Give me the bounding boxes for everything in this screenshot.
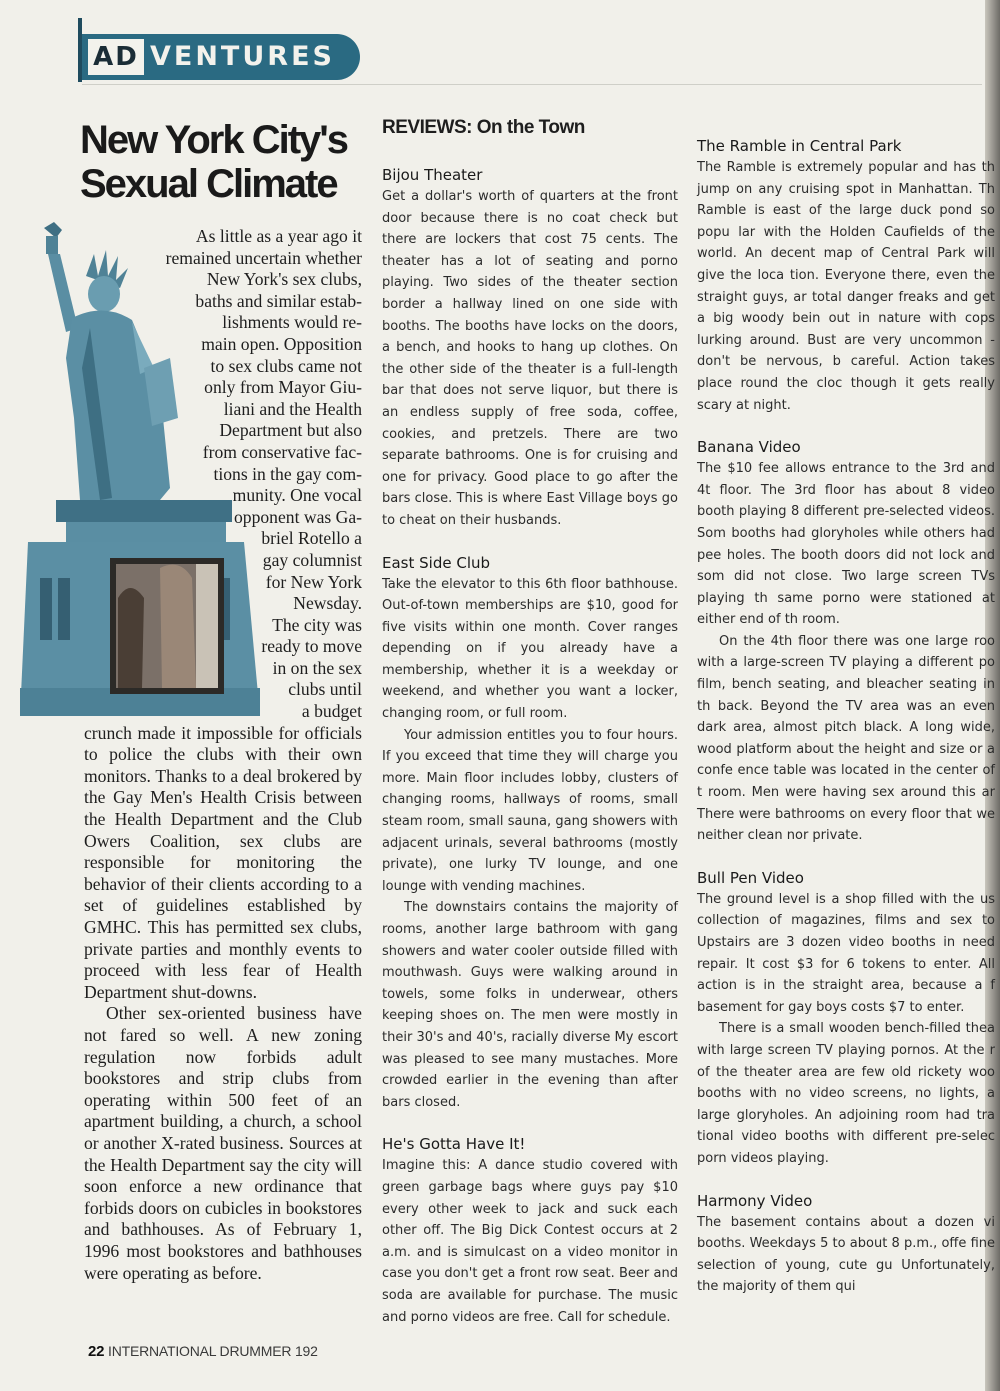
wrapped-line: only from Mayor Giu- [204, 377, 362, 398]
wrapped-line: The city was [272, 614, 362, 635]
intro-paragraph-2: Other sex-oriented business have not fared so well. A new zoning regulation now forbids adult bookstores and strip clubs from operating within 500 feet of an apartment building, a church, a school or another X-rated business. Sources at the Health Department say the city will soon enforce a new ordinance that forbids doors on cubicles in bookstores and bathhouses. As of February 1, 1996 most bookstores and bathhouses were operating as before. [84, 1003, 362, 1283]
wrapped-line: briel Rotello a [261, 528, 362, 549]
wrapped-line: remained uncertain whether [165, 247, 362, 268]
section-header [78, 18, 363, 82]
review-body-east-side-2: Your admission entitles you to four hours. If you exceed that time they will charge you more. Main floor includes lobby, clusters of changing rooms, hallways of rooms, small steam room, small sauna, gang showers with adjacent urinals, several bathrooms (mostly private), one lurky TV lounge, and one lounge with vending machines. [382, 727, 678, 894]
reviews-column-1 [382, 114, 678, 1328]
review-title-ramble: The Ramble in Central Park [697, 137, 902, 155]
wrapped-line: Newsday. [293, 593, 362, 614]
review-title-harmony: Harmony Video [697, 1191, 813, 1210]
review-title-bull-pen: Bull Pen Video [697, 868, 804, 887]
wrapped-line: As little as a year ago it [195, 226, 362, 246]
review-body-east-side-3: The downstairs contains the majority of rooms, another large bathroom with gang showers and water cooler outside filled with mouthwash. Guys were walking around in towels, some folks in underwear, others keeping shoes on. The men were mostly in their 30's and 40's, racially diverse My escort was pleased to see many mustaches. More crowded earlier in the evening than after bars closed. [382, 900, 678, 1110]
reviews-column-2 [697, 135, 995, 1298]
review-title-east-side: East Side Club [382, 553, 491, 572]
review-title-gotta-have-it: He's Gotta Have It! [382, 1135, 526, 1154]
headline-line-1: New York City's [80, 118, 348, 162]
wrapped-line: ready to move [261, 636, 362, 657]
header-rule [82, 84, 982, 85]
intro-article-column [84, 226, 362, 1284]
review-body-bull-pen-1: The ground level is a shop filled with the us collection of magazines, films and sex to Upstairs are 3 dozen video booths in need repair. It cost $3 for 6 tokens to enter. All action is in the straight area, because a f basement for gay boys costs $7 to enter. [697, 891, 995, 1015]
wrapped-line: Department but also [219, 420, 362, 441]
review-title-bijou: Bijou Theater [382, 166, 483, 184]
wrapped-line: munity. One vocal [232, 485, 362, 506]
review-title-banana: Banana Video [697, 438, 801, 457]
review-body-bull-pen-2: There is a small wooden bench-filled thea with large screen TV playing pornos. At the r of the theater area are few old rickety woo booths with no video screens, no lights, a large gloryholes. An adjoining room had tra tional video booths with different pre-selec porn videos playing. [697, 1021, 995, 1166]
wrapped-line: in on the sex [272, 657, 362, 678]
page-footer [88, 1343, 318, 1360]
wrapped-line: lishments would re- [222, 312, 362, 333]
wrapped-line: a budget [301, 701, 362, 722]
section-label-ventures: VENTURES [150, 41, 335, 72]
section-label-ad: AD [88, 39, 144, 75]
review-body-banana-2: On the 4th floor there was one large roo with a large-screen TV playing a different po film, bench seating, and bleacher seating in th back. Beyond the TV area was an even dark area, almost pitch black. A long wide, wood platform about the height and size or a confe ence table was located in the center of t room. Men were having sex around this ar There were bathrooms on every floor that we neither clean nor private. [697, 633, 995, 844]
article-headline [80, 118, 370, 206]
review-body-gotta-have-it: Imagine this: A dance studio covered with green garbage bags where guys pay $10 every other week to jack and suck each other off. The Big Dick Contest occurs at 2 a.m. and is simulcast on a video monitor in case you don't get a front row seat. Beer and soda are available for purchase. The music and porno videos are free. Call for schedule. [382, 1158, 678, 1325]
wrapped-line: tions in the gay com- [213, 463, 362, 484]
review-body-bijou: Get a dollar's worth of quarters at the front door because there is no coat check but there are lockers that cost 75 cents. The theater has a lot of seating and porno playing. Two sides of the theater section border a hallway lined on one side with booths. The booths have locks on the doors, a bench, and hooks to hang up clothes. On the other side of the theater is a full-length bar that does not serve liquor, but there is an endless supply of free soda, coffee, cookies, and pretzels. There are two separate bathrooms. One is for cruising and one for privacy. Good place to go after the bars close. This is where East Village boys go to cheat on their husbands. [382, 189, 678, 528]
review-body-ramble: The Ramble is extremely popular and has th jump on any cruising spot in Manhattan. Th Ramble is east of the large duck pond so popu lar with the Holden Caufields of the world. An decent map of Central Park will give the loca tion. Everyone there, even the straight guys, ar total danger freaks and get a big woody bein out in nature with cops lurking around. Bust are very uncommon - don't be nervous, b careful. Action takes place round the cloc though it gets really scary at night. [697, 160, 995, 413]
wrapped-text-block [84, 226, 362, 723]
wrapped-line: to sex clubs came not [210, 355, 362, 376]
wrapped-line: for New York [265, 571, 362, 592]
wrapped-line: gay columnist [262, 549, 362, 570]
wrapped-line: liani and the Health [223, 398, 362, 419]
wrapped-line: main open. Opposition [201, 333, 362, 354]
wrapped-line: baths and similar estab- [195, 290, 362, 311]
review-body-harmony: The basement contains about a dozen vi booths. Weekdays 5 to about 8 p.m., offe fine selection of young, cute gu Unfortunately, the majority of them qui [697, 1214, 995, 1295]
publication-name: INTERNATIONAL DRUMMER 192 [108, 1343, 318, 1359]
wrapped-line: clubs until [288, 679, 362, 700]
wrapped-line: opponent was Ga- [233, 506, 362, 527]
review-body-banana-1: The $10 fee allows entrance to the 3rd and 4t floor. The 3rd floor has about 8 video booth playing 8 different pre-selected videos. Som booths had gloryholes while others had pee holes. The booth doors did not lock and som did not close. Two large screen TVs playing th same porno were stationed at either end of th room. [697, 461, 995, 628]
page-number: 22 [88, 1343, 105, 1360]
wrapped-line: New York's sex clubs, [206, 269, 362, 290]
headline-line-2: Sexual Climate [80, 162, 337, 206]
wrapped-line: from conservative fac- [202, 441, 362, 462]
reviews-heading: REVIEWS: On the Town [382, 117, 585, 138]
review-body-east-side-1: Take the elevator to this 6th floor bathhouse. Out-of-town memberships are $10, good for five visits within one month. Cover ranges depending on if you already have a membership, whether it is a weekday or weekend, and whether you want a locker, changing room, or full room. [382, 576, 678, 722]
intro-paragraph-1-continued: crunch made it impossible for officials to police the clubs with their own monitors. Thanks to a deal brokered by the Gay Men's Health Crisis between the Health Department and the Club Owers Coalition, sex clubs are responsible for monitoring the behavior of their clients according to a set of guidelines established by GMHC. This has permitted sex clubs, private parties and monthly events to proceed with less fear of Health Department shut-downs. [84, 722, 362, 1002]
